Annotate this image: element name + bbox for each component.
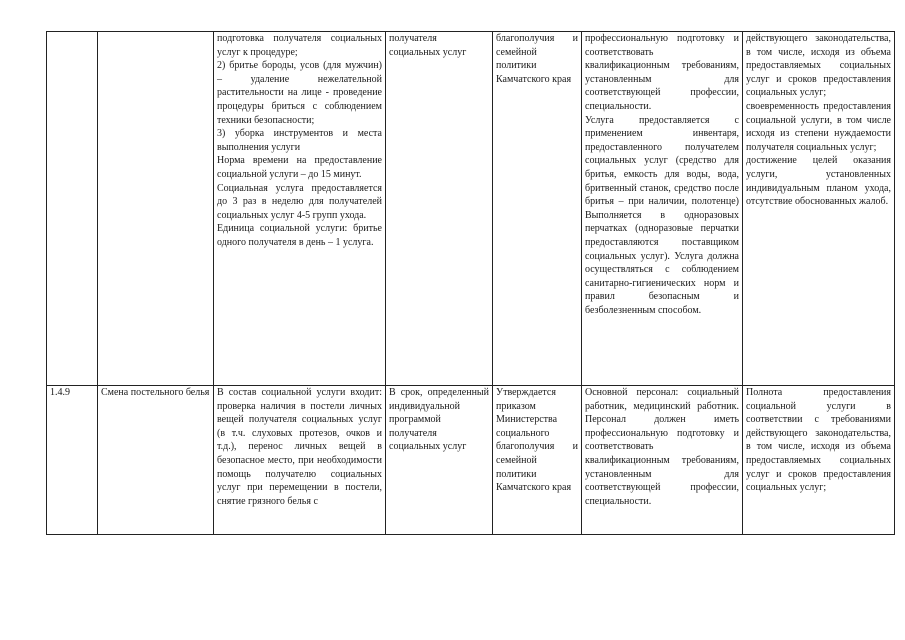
cell-paragraph: Норма времени на предоставление социальной услуги – до 15 минут. <box>217 155 382 180</box>
cell-paragraph: профессиональную подготовку и соответствовать квалификационным требованиям, установленным для соответствующей профессии, специальности. <box>585 33 739 112</box>
service-basis-cell <box>493 386 582 535</box>
cell-paragraph: Полнота предоставления социальной услуги в соответствии с требованиями действующего законодательства, в том числе, исходя из объема предоставляемых социальных услуг и сроков предоставления социальных услуг; <box>746 387 891 494</box>
cell-paragraph: Услуга предоставляется с применением инвентаря, предоставленного получателем социальных услуг (средство для бритья, емкость для воды, вода, бритвенный станок, средство после бритья – при наличии, полотенце) Выполняется в одноразовых перчатках (одноразовые перчатки предоставляются поставщиком социальных услуг). Услуга должна осуществляться с соблюдением санитарно-гигиенических норм и правил безопасным и безболезненным способом. <box>585 114 739 316</box>
cell-paragraph: своевременность предоставления социальной услуги, в том числе исходя из степени нуждаемости получателя социальных услуг; <box>746 100 891 153</box>
services-table <box>46 31 895 535</box>
service-term-cell <box>386 386 493 535</box>
cell-paragraph: Утверждается приказом Министерства социального благополучия и семейной политики Камчатского края <box>496 387 578 494</box>
cell-paragraph: В срок, определенный индивидуальной программой получателя социальных услуг <box>389 387 489 453</box>
row-number-cell: 1.4.9 <box>47 386 98 535</box>
service-conditions-cell <box>582 386 743 535</box>
cell-paragraph: получателя социальных услуг <box>389 33 467 58</box>
service-quality-cell <box>743 386 895 535</box>
cell-paragraph: Социальная услуга предоставляется до 3 раз в неделю для получателей социальных услуг 4-5 групп ухода. <box>217 182 382 221</box>
cell-paragraph: 3) уборка инструментов и места выполнения услуги <box>217 128 382 153</box>
service-quality-cell <box>743 32 895 386</box>
service-conditions-cell <box>582 32 743 386</box>
table-row <box>47 386 895 535</box>
cell-paragraph: Основной персонал: социальный работник, медицинский работник. Персонал должен иметь профессиональную подготовку и соответствовать квалификационным требованиям, установленным для соответствующей профессии, специальности. <box>585 387 739 507</box>
cell-paragraph: подготовка получателя социальных услуг к процедуре; <box>217 33 382 58</box>
service-content-cell <box>214 386 386 535</box>
service-term-cell <box>386 32 493 386</box>
cell-paragraph: действующего законодательства, в том числе, исходя из объема предоставляемых социальных услуг и сроков предоставления социальных услуг; <box>746 33 891 99</box>
service-content-cell <box>214 32 386 386</box>
cell-paragraph: Единица социальной услуги: бритье одного получателя в день – 1 услуга. <box>217 223 382 248</box>
cell-paragraph: благополучия и семейной политики Камчатского края <box>496 33 578 85</box>
service-name-cell: Смена постельного белья <box>98 386 214 535</box>
cell-paragraph: 2) бритье бороды, усов (для мужчин) – удаление нежелательной растительности на лице - проведение процедуры бриться с соблюдением техники безопасности; <box>217 60 382 126</box>
cell-paragraph: В состав социальной услуги входит: проверка наличия в постели личных вещей получателя социальных услуг (в т.ч. слуховых протезов, очков и т.д.), перенос личных вещей в безопасное место, при необходимости помощь получателю социальных услуг при перемещении в постели, снятие грязного белья с <box>217 387 382 507</box>
table-row <box>47 32 895 386</box>
row-number-cell <box>47 32 98 386</box>
service-name-cell <box>98 32 214 386</box>
cell-paragraph: достижение целей оказания услуги, установленных индивидуальным планом ухода, отсутствие обоснованных жалоб. <box>746 155 891 208</box>
service-basis-cell <box>493 32 582 386</box>
